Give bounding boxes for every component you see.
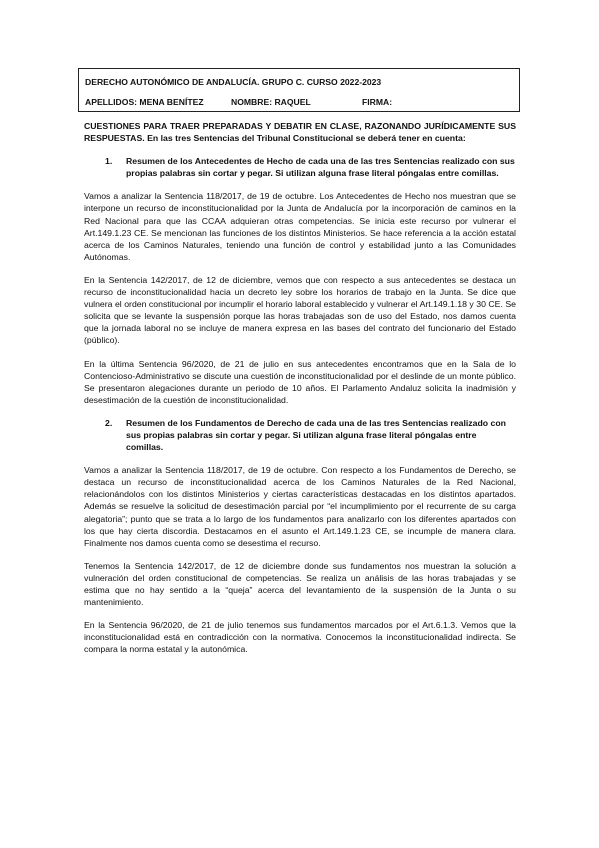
course-line: DERECHO AUTONÓMICO DE ANDALUCÍA. GRUPO C. CURSO 2022-2023 bbox=[85, 77, 382, 87]
question-text: Resumen de los Antecedentes de Hecho de cada una de las tres Sentencias realizado con sus propias palabras sin cortar y pegar. Si utilizan alguna frase literal póngalas entre comillas. bbox=[126, 156, 515, 179]
question-text: Resumen de los Fundamentos de Derecho de cada una de las tres Sentencias realizado con sus propias palabras sin cortar y pegar. Si utilizan alguna frase literal póngalas entre comillas. bbox=[126, 417, 506, 453]
intro-rest: En las tres Sentencias del Tribunal Constitucional se deberá tener en cuenta: bbox=[144, 133, 466, 144]
question-1 bbox=[84, 155, 516, 179]
question-number: 1. bbox=[105, 156, 113, 167]
intro-bold: CUESTIONES PARA TRAER PREPARADAS Y DEBATIR EN CLASE, RAZONANDO JURÍDICAMENTE SUS RESPUESTAS. bbox=[84, 121, 516, 144]
answer-paragraph: En la Sentencia 96/2020, de 21 de julio tenemos sus fundamentos marcados por el Art.6.1.3. Vemos que la inconstitucionalidad está en contradicción con la normativa. Conocemos la inconstitucionalidad indirecta. Se compara la norma estatal y la autonómica. bbox=[84, 620, 516, 655]
answer-paragraph: Vamos a analizar la Sentencia 118/2017, de 19 de octubre. Con respecto a los Fundamentos de Derecho, se destaca un recurso de inconstitucionalidad acerca de los Caminos Naturales de la Red Nacional, relacionándolos con los distintos Ministerios y ciertas características destacadas en los distintos apartados. Además se resuelve la solicitud de desestimación parcial por “el incumplimiento por el recurrente de su carga alegatoria”; punto que se trata a lo largo de los fundamentos para analizarlo con los diferentes apartados con los que hay cierta discordia. Destacamos en el asunto el Art.149.1.23 CE, se incumple de manera clara. Finalmente nos damos cuenta como se desestima el recurso. bbox=[84, 465, 516, 548]
intro-paragraph bbox=[84, 120, 516, 144]
apellidos-field: APELLIDOS: MENA BENÍTEZ bbox=[85, 97, 204, 107]
document-body bbox=[84, 120, 516, 666]
question-2 bbox=[84, 417, 516, 453]
firma-field: FIRMA: bbox=[362, 97, 393, 107]
answer-paragraph: En la Sentencia 142/2017, de 12 de diciembre, vemos que con respecto a sus antecedentes se destaca un recurso de inconstitucionalidad hacia un decreto ley sobre los horarios de trabajo en la Junta. Se dice que vulnera el orden constitucional por incumplir el horario laboral establecido y vulnerar el Art.149.1.18 y 30 CE. Se solicita que se levante la suspensión porque las horas trabajadas son de uso del Estado, nos damos cuenta que la jornada laboral no se incluye de manera expresa en las bases del contrato del funcionario del Estado (público). bbox=[84, 274, 516, 346]
student-line bbox=[85, 97, 392, 107]
answer-paragraph: Vamos a analizar la Sentencia 118/2017, de 19 de octubre. Los Antecedentes de Hecho nos muestran que se interpone un recurso de inconstitucionalidad por la Junta de Andalucía por la incorporación de caminos en la Red Nacional para que las CCAA adquieran otras competencias. Se inicia este recurso por vulnerar el Art.149.1.23 CE. Se mencionan las funciones de los distintos Ministerios. Se hace referencia a la acción estatal acerca de los Caminos Naturales, teniendo una función de control y estabilidad junto a las Comunidades Autónomas. bbox=[84, 191, 516, 262]
question-number: 2. bbox=[105, 417, 113, 428]
answer-paragraph: En la última Sentencia 96/2020, de 21 de julio en sus antecedentes encontramos que en la Sala de lo Contencioso-Administrativo se discute una cuestión de inconstitucionalidad por el deslinde de un monte público. Se presentaron alegaciones durante un periodo de 10 años. El Parlamento Andaluz solicita la inadmisión y desestimación de la cuestión de inconstitucionalidad. bbox=[84, 358, 516, 405]
nombre-field: NOMBRE: RAQUEL bbox=[231, 97, 311, 107]
answer-paragraph: Tenemos la Sentencia 142/2017, de 12 de diciembre donde sus fundamentos nos muestran la solución a vulneración del orden constitucional de competencias. Se realiza un análisis de las horas trabajadas y se estima que no hay sentido a la “queja” acerca del levantamiento de la suspensión de la Junta o su mantenimiento. bbox=[84, 560, 516, 608]
header-box bbox=[78, 68, 520, 112]
